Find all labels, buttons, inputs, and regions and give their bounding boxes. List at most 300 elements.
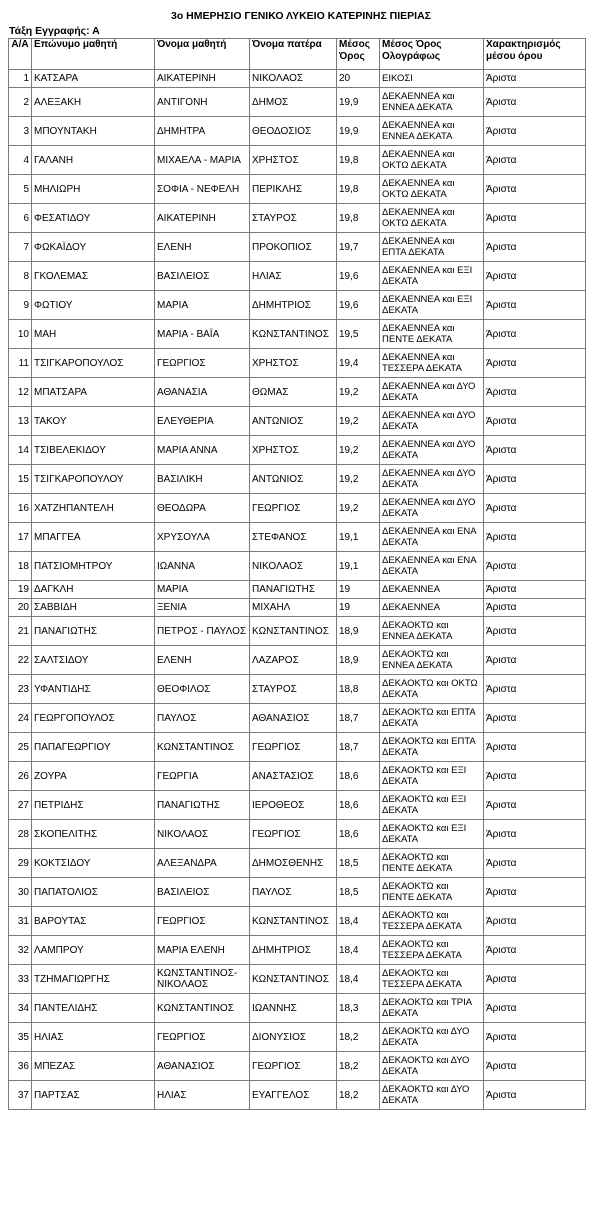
table-row [9, 117, 586, 146]
grade-characterization: Άριστα [484, 320, 586, 349]
grade-characterization: Άριστα [484, 146, 586, 175]
row-number: 16 [9, 494, 32, 523]
students-table [8, 38, 586, 1110]
average-grade: 19,7 [337, 233, 380, 262]
father-name: ΘΩΜΑΣ [250, 378, 337, 407]
father-name: ΠΡΟΚΟΠΙΟΣ [250, 233, 337, 262]
row-number: 36 [9, 1052, 32, 1081]
student-surname: ΠΕΤΡΙΔΗΣ [32, 791, 155, 820]
row-number: 21 [9, 617, 32, 646]
student-surname: ΠΑΠΑΓΕΩΡΓΙΟΥ [32, 733, 155, 762]
grade-characterization: Άριστα [484, 70, 586, 88]
table-row [9, 878, 586, 907]
row-number: 33 [9, 965, 32, 994]
row-number: 22 [9, 646, 32, 675]
table-row [9, 465, 586, 494]
table-row [9, 88, 586, 117]
student-surname: ΓΚΟΛΕΜΑΣ [32, 262, 155, 291]
student-first-name: ΠΑΝΑΓΙΩΤΗΣ [155, 791, 250, 820]
row-number: 3 [9, 117, 32, 146]
average-in-words: ΔΕΚΑΕΝΝΕΑ [380, 599, 484, 617]
grade-characterization: Άριστα [484, 907, 586, 936]
grade-characterization: Άριστα [484, 965, 586, 994]
table-row [9, 994, 586, 1023]
average-in-words: ΔΕΚΑΕΝΝΕΑ και ΟΚΤΩ ΔΕΚΑΤΑ [380, 175, 484, 204]
average-in-words: ΔΕΚΑΕΝΝΕΑ και ΕΞΙ ΔΕΚΑΤΑ [380, 291, 484, 320]
table-row [9, 494, 586, 523]
average-in-words: ΔΕΚΑΟΚΤΩ και ΔΥΟ ΔΕΚΑΤΑ [380, 1081, 484, 1110]
row-number: 2 [9, 88, 32, 117]
student-first-name: ΓΕΩΡΓΙΟΣ [155, 1023, 250, 1052]
student-surname: ΤΣΙΓΚΑΡΟΠΟΥΛΟΣ [32, 349, 155, 378]
row-number: 8 [9, 262, 32, 291]
grade-characterization: Άριστα [484, 552, 586, 581]
average-in-words: ΔΕΚΑΕΝΝΕΑ [380, 581, 484, 599]
father-name: ΑΝΤΩΝΙΟΣ [250, 465, 337, 494]
student-surname: ΜΠΑΓΓΕΑ [32, 523, 155, 552]
row-number: 9 [9, 291, 32, 320]
average-grade: 18,2 [337, 1081, 380, 1110]
student-first-name: ΧΡΥΣΟΥΛΑ [155, 523, 250, 552]
grade-characterization: Άριστα [484, 599, 586, 617]
row-number: 24 [9, 704, 32, 733]
student-first-name: ΜΙΧΑΕΛΑ - ΜΑΡΙΑ [155, 146, 250, 175]
average-grade: 19 [337, 599, 380, 617]
father-name: ΠΑΝΑΓΙΩΤΗΣ [250, 581, 337, 599]
column-header: Μέσος Όρος Ολογράφως [380, 39, 484, 70]
average-grade: 18,9 [337, 617, 380, 646]
student-first-name: ΠΑΥΛΟΣ [155, 704, 250, 733]
student-surname: ΠΑΡΤΣΑΣ [32, 1081, 155, 1110]
student-surname: ΔΑΓΚΛΗ [32, 581, 155, 599]
table-row [9, 965, 586, 994]
student-first-name: ΗΛΙΑΣ [155, 1081, 250, 1110]
row-number: 19 [9, 581, 32, 599]
table-row [9, 704, 586, 733]
grade-characterization: Άριστα [484, 204, 586, 233]
father-name: ΙΩΑΝΝΗΣ [250, 994, 337, 1023]
table-row [9, 320, 586, 349]
student-first-name: ΑΝΤΙΓΟΝΗ [155, 88, 250, 117]
student-surname: ΦΩΤΙΟΥ [32, 291, 155, 320]
grade-characterization: Άριστα [484, 994, 586, 1023]
father-name: ΚΩΝΣΤΑΝΤΙΝΟΣ [250, 907, 337, 936]
father-name: ΓΕΩΡΓΙΟΣ [250, 820, 337, 849]
row-number: 17 [9, 523, 32, 552]
average-grade: 18,4 [337, 965, 380, 994]
father-name: ΝΙΚΟΛΑΟΣ [250, 70, 337, 88]
student-surname: ΥΦΑΝΤΙΔΗΣ [32, 675, 155, 704]
average-grade: 18,7 [337, 704, 380, 733]
student-surname: ΖΟΥΡΑ [32, 762, 155, 791]
grade-characterization: Άριστα [484, 581, 586, 599]
grade-characterization: Άριστα [484, 791, 586, 820]
row-number: 26 [9, 762, 32, 791]
student-surname: ΑΛΕΞΑΚΗ [32, 88, 155, 117]
average-grade: 19,8 [337, 146, 380, 175]
average-grade: 19 [337, 581, 380, 599]
class-label: Τάξη Εγγραφής: Α [9, 25, 100, 37]
average-grade: 19,2 [337, 465, 380, 494]
father-name: ΚΩΝΣΤΑΝΤΙΝΟΣ [250, 965, 337, 994]
column-header: Α/Α [9, 39, 32, 70]
grade-characterization: Άριστα [484, 378, 586, 407]
grade-characterization: Άριστα [484, 233, 586, 262]
student-first-name: ΒΑΣΙΛΕΙΟΣ [155, 262, 250, 291]
student-surname: ΤΣΙΒΕΛΕΚΙΔΟΥ [32, 436, 155, 465]
average-grade: 18,7 [337, 733, 380, 762]
table-row [9, 349, 586, 378]
average-grade: 18,8 [337, 675, 380, 704]
father-name: ΣΤΕΦΑΝΟΣ [250, 523, 337, 552]
average-in-words: ΔΕΚΑΕΝΝΕΑ και ΠΕΝΤΕ ΔΕΚΑΤΑ [380, 320, 484, 349]
student-first-name: ΑΙΚΑΤΕΡΙΝΗ [155, 204, 250, 233]
row-number: 6 [9, 204, 32, 233]
father-name: ΚΩΝΣΤΑΝΤΙΝΟΣ [250, 320, 337, 349]
student-first-name: ΙΩΑΝΝΑ [155, 552, 250, 581]
table-row [9, 407, 586, 436]
father-name: ΔΙΟΝΥΣΙΟΣ [250, 1023, 337, 1052]
student-first-name: ΝΙΚΟΛΑΟΣ [155, 820, 250, 849]
student-first-name: ΚΩΝΣΤΑΝΤΙΝΟΣ-ΝΙΚΟΛΑΟΣ [155, 965, 250, 994]
student-first-name: ΜΑΡΙΑ [155, 581, 250, 599]
student-surname: ΤΑΚΟΥ [32, 407, 155, 436]
average-in-words: ΔΕΚΑΕΝΝΕΑ και ΟΚΤΩ ΔΕΚΑΤΑ [380, 204, 484, 233]
average-grade: 18,4 [337, 936, 380, 965]
student-first-name: ΘΕΟΔΩΡΑ [155, 494, 250, 523]
student-surname: ΤΖΗΜΑΓΙΩΡΓΗΣ [32, 965, 155, 994]
grade-characterization: Άριστα [484, 436, 586, 465]
row-number: 5 [9, 175, 32, 204]
student-surname: ΦΩΚΑΪΔΟΥ [32, 233, 155, 262]
table-body [9, 70, 586, 1110]
father-name: ΧΡΗΣΤΟΣ [250, 436, 337, 465]
grade-characterization: Άριστα [484, 349, 586, 378]
row-number: 13 [9, 407, 32, 436]
average-grade: 19,6 [337, 262, 380, 291]
table-row [9, 1081, 586, 1110]
grade-characterization: Άριστα [484, 617, 586, 646]
table-row [9, 436, 586, 465]
table-row [9, 675, 586, 704]
grade-characterization: Άριστα [484, 704, 586, 733]
row-number: 7 [9, 233, 32, 262]
father-name: ΓΕΩΡΓΙΟΣ [250, 494, 337, 523]
table-row [9, 146, 586, 175]
student-surname: ΤΣΙΓΚΑΡΟΠΟΥΛΟΥ [32, 465, 155, 494]
student-surname: ΠΑΝΤΕΛΙΔΗΣ [32, 994, 155, 1023]
average-grade: 18,5 [337, 878, 380, 907]
student-first-name: ΠΕΤΡΟΣ - ΠΑΥΛΟΣ [155, 617, 250, 646]
average-in-words: ΔΕΚΑΟΚΤΩ και ΕΞΙ ΔΕΚΑΤΑ [380, 762, 484, 791]
father-name: ΠΕΡΙΚΛΗΣ [250, 175, 337, 204]
average-in-words: ΔΕΚΑΟΚΤΩ και ΕΝΝΕΑ ΔΕΚΑΤΑ [380, 646, 484, 675]
average-in-words: ΔΕΚΑΟΚΤΩ και ΔΥΟ ΔΕΚΑΤΑ [380, 1023, 484, 1052]
table-row [9, 617, 586, 646]
student-surname: ΠΑΤΣΙΟΜΗΤΡΟΥ [32, 552, 155, 581]
father-name: ΧΡΗΣΤΟΣ [250, 349, 337, 378]
grade-characterization: Άριστα [484, 1081, 586, 1110]
grade-characterization: Άριστα [484, 88, 586, 117]
average-grade: 19,4 [337, 349, 380, 378]
average-grade: 18,5 [337, 849, 380, 878]
row-number: 32 [9, 936, 32, 965]
document-title: 3ο ΗΜΕΡΗΣΙΟ ΓΕΝΙΚΟ ΛΥΚΕΙΟ ΚΑΤΕΡΙΝΗΣ ΠΙΕΡΙΑΣ [171, 10, 431, 22]
father-name: ΚΩΝΣΤΑΝΤΙΝΟΣ [250, 617, 337, 646]
average-grade: 19,8 [337, 204, 380, 233]
average-in-words: ΔΕΚΑΟΚΤΩ και ΕΠΤΑ ΔΕΚΑΤΑ [380, 733, 484, 762]
student-first-name: ΓΕΩΡΓΙΟΣ [155, 349, 250, 378]
average-in-words: ΕΙΚΟΣΙ [380, 70, 484, 88]
grade-characterization: Άριστα [484, 675, 586, 704]
average-grade: 18,2 [337, 1052, 380, 1081]
grade-characterization: Άριστα [484, 262, 586, 291]
student-first-name: ΜΑΡΙΑ [155, 291, 250, 320]
student-first-name: ΒΑΣΙΛΙΚΗ [155, 465, 250, 494]
student-first-name: ΘΕΟΦΙΛΟΣ [155, 675, 250, 704]
average-grade: 18,6 [337, 762, 380, 791]
father-name: ΓΕΩΡΓΙΟΣ [250, 733, 337, 762]
student-surname: ΜΠΕΖΑΣ [32, 1052, 155, 1081]
table-row [9, 552, 586, 581]
average-grade: 18,4 [337, 907, 380, 936]
average-grade: 18,6 [337, 791, 380, 820]
student-first-name: ΑΙΚΑΤΕΡΙΝΗ [155, 70, 250, 88]
average-in-words: ΔΕΚΑΟΚΤΩ και ΤΕΣΣΕΡΑ ΔΕΚΑΤΑ [380, 965, 484, 994]
column-header: Επώνυμο μαθητή [32, 39, 155, 70]
row-number: 31 [9, 907, 32, 936]
row-number: 23 [9, 675, 32, 704]
student-surname: ΣΚΟΠΕΛΙΤΗΣ [32, 820, 155, 849]
student-first-name: ΜΑΡΙΑ ΑΝΝΑ [155, 436, 250, 465]
father-name: ΔΗΜΟΣ [250, 88, 337, 117]
average-in-words: ΔΕΚΑΕΝΝΕΑ και ΔΥΟ ΔΕΚΑΤΑ [380, 378, 484, 407]
row-number: 1 [9, 70, 32, 88]
grade-characterization: Άριστα [484, 407, 586, 436]
grade-characterization: Άριστα [484, 291, 586, 320]
student-surname: ΠΑΝΑΓΙΩΤΗΣ [32, 617, 155, 646]
table-row [9, 1052, 586, 1081]
average-in-words: ΔΕΚΑΕΝΝΕΑ και ΕΝΑ ΔΕΚΑΤΑ [380, 523, 484, 552]
table-row [9, 762, 586, 791]
row-number: 15 [9, 465, 32, 494]
student-surname: ΚΑΤΣΑΡΑ [32, 70, 155, 88]
column-header: Μέσος Όρος [337, 39, 380, 70]
average-in-words: ΔΕΚΑΟΚΤΩ και ΕΞΙ ΔΕΚΑΤΑ [380, 791, 484, 820]
average-in-words: ΔΕΚΑΕΝΝΕΑ και ΕΝΝΕΑ ΔΕΚΑΤΑ [380, 117, 484, 146]
row-number: 30 [9, 878, 32, 907]
row-number: 12 [9, 378, 32, 407]
average-grade: 18,3 [337, 994, 380, 1023]
average-in-words: ΔΕΚΑΕΝΝΕΑ και ΔΥΟ ΔΕΚΑΤΑ [380, 494, 484, 523]
father-name: ΣΤΑΥΡΟΣ [250, 675, 337, 704]
average-grade: 18,2 [337, 1023, 380, 1052]
average-grade: 19,2 [337, 407, 380, 436]
father-name: ΓΕΩΡΓΙΟΣ [250, 1052, 337, 1081]
father-name: ΔΗΜΗΤΡΙΟΣ [250, 936, 337, 965]
average-grade: 19,1 [337, 523, 380, 552]
student-first-name: ΒΑΣΙΛΕΙΟΣ [155, 878, 250, 907]
grade-characterization: Άριστα [484, 849, 586, 878]
student-first-name: ΑΘΑΝΑΣΙΑ [155, 378, 250, 407]
grade-characterization: Άριστα [484, 936, 586, 965]
average-in-words: ΔΕΚΑΟΚΤΩ και ΤΡΙΑ ΔΕΚΑΤΑ [380, 994, 484, 1023]
average-in-words: ΔΕΚΑΕΝΝΕΑ και ΟΚΤΩ ΔΕΚΑΤΑ [380, 146, 484, 175]
average-grade: 19,2 [337, 378, 380, 407]
student-first-name: ΕΛΕΥΘΕΡΙΑ [155, 407, 250, 436]
student-first-name: ΜΑΡΙΑ ΕΛΕΝΗ [155, 936, 250, 965]
father-name: ΧΡΗΣΤΟΣ [250, 146, 337, 175]
average-grade: 18,9 [337, 646, 380, 675]
table-row [9, 849, 586, 878]
table-row [9, 581, 586, 599]
average-grade: 19,2 [337, 494, 380, 523]
grade-characterization: Άριστα [484, 117, 586, 146]
father-name: ΑΝΑΣΤΑΣΙΟΣ [250, 762, 337, 791]
father-name: ΠΑΥΛΟΣ [250, 878, 337, 907]
student-first-name: ΞΕΝΙΑ [155, 599, 250, 617]
row-number: 10 [9, 320, 32, 349]
average-in-words: ΔΕΚΑΟΚΤΩ και ΤΕΣΣΕΡΑ ΔΕΚΑΤΑ [380, 907, 484, 936]
table-row [9, 907, 586, 936]
father-name: ΔΗΜΗΤΡΙΟΣ [250, 291, 337, 320]
average-in-words: ΔΕΚΑΟΚΤΩ και ΕΞΙ ΔΕΚΑΤΑ [380, 820, 484, 849]
father-name: ΝΙΚΟΛΑΟΣ [250, 552, 337, 581]
average-grade: 18,6 [337, 820, 380, 849]
column-header: Χαρακτηρισμός μέσου όρου [484, 39, 586, 70]
average-in-words: ΔΕΚΑΕΝΝΕΑ και ΕΝΑ ΔΕΚΑΤΑ [380, 552, 484, 581]
student-surname: ΛΑΜΠΡΟΥ [32, 936, 155, 965]
student-first-name: ΓΕΩΡΓΙΑ [155, 762, 250, 791]
table-row [9, 204, 586, 233]
table-row [9, 936, 586, 965]
average-grade: 19,9 [337, 117, 380, 146]
grade-characterization: Άριστα [484, 820, 586, 849]
table-row [9, 378, 586, 407]
average-grade: 20 [337, 70, 380, 88]
student-first-name: ΓΕΩΡΓΙΟΣ [155, 907, 250, 936]
student-surname: ΜΠΟΥΝΤΑΚΗ [32, 117, 155, 146]
student-surname: ΜΗΛΙΩΡΗ [32, 175, 155, 204]
grade-characterization: Άριστα [484, 175, 586, 204]
average-grade: 19,5 [337, 320, 380, 349]
table-row [9, 646, 586, 675]
average-grade: 19,6 [337, 291, 380, 320]
average-in-words: ΔΕΚΑΟΚΤΩ και ΤΕΣΣΕΡΑ ΔΕΚΑΤΑ [380, 936, 484, 965]
grade-characterization: Άριστα [484, 762, 586, 791]
average-in-words: ΔΕΚΑΕΝΝΕΑ και ΔΥΟ ΔΕΚΑΤΑ [380, 407, 484, 436]
row-number: 4 [9, 146, 32, 175]
average-grade: 19,2 [337, 436, 380, 465]
student-surname: ΜΠΑΤΣΑΡΑ [32, 378, 155, 407]
table-row [9, 733, 586, 762]
average-in-words: ΔΕΚΑΕΝΝΕΑ και ΔΥΟ ΔΕΚΑΤΑ [380, 465, 484, 494]
student-surname: ΧΑΤΖΗΠΑΝΤΕΛΗ [32, 494, 155, 523]
grade-characterization: Άριστα [484, 646, 586, 675]
row-number: 11 [9, 349, 32, 378]
row-number: 27 [9, 791, 32, 820]
row-number: 37 [9, 1081, 32, 1110]
row-number: 35 [9, 1023, 32, 1052]
father-name: ΕΥΑΓΓΕΛΟΣ [250, 1081, 337, 1110]
table-row [9, 599, 586, 617]
student-surname: ΣΑΒΒΙΔΗ [32, 599, 155, 617]
grade-characterization: Άριστα [484, 1023, 586, 1052]
average-in-words: ΔΕΚΑΕΝΝΕΑ και ΕΞΙ ΔΕΚΑΤΑ [380, 262, 484, 291]
average-grade: 19,9 [337, 88, 380, 117]
father-name: ΜΙΧΑΗΛ [250, 599, 337, 617]
average-grade: 19,8 [337, 175, 380, 204]
table-row [9, 233, 586, 262]
father-name: ΛΑΖΑΡΟΣ [250, 646, 337, 675]
grade-characterization: Άριστα [484, 523, 586, 552]
average-grade: 19,1 [337, 552, 380, 581]
grade-characterization: Άριστα [484, 1052, 586, 1081]
grade-characterization: Άριστα [484, 733, 586, 762]
row-number: 29 [9, 849, 32, 878]
student-surname: ΜΑΗ [32, 320, 155, 349]
grade-characterization: Άριστα [484, 494, 586, 523]
student-first-name: ΔΗΜΗΤΡΑ [155, 117, 250, 146]
average-in-words: ΔΕΚΑΕΝΝΕΑ και ΤΕΣΣΕΡΑ ΔΕΚΑΤΑ [380, 349, 484, 378]
table-row [9, 820, 586, 849]
table-row [9, 791, 586, 820]
student-first-name: ΑΘΑΝΑΣΙΟΣ [155, 1052, 250, 1081]
column-header: Όνομα πατέρα [250, 39, 337, 70]
table-row [9, 291, 586, 320]
average-in-words: ΔΕΚΑΕΝΝΕΑ και ΕΝΝΕΑ ΔΕΚΑΤΑ [380, 88, 484, 117]
student-first-name: ΕΛΕΝΗ [155, 233, 250, 262]
father-name: ΙΕΡΟΘΕΟΣ [250, 791, 337, 820]
row-number: 28 [9, 820, 32, 849]
row-number: 18 [9, 552, 32, 581]
table-row [9, 1023, 586, 1052]
column-header: Όνομα μαθητή [155, 39, 250, 70]
student-surname: ΚΟΚΤΣΙΔΟΥ [32, 849, 155, 878]
father-name: ΔΗΜΟΣΘΕΝΗΣ [250, 849, 337, 878]
father-name: ΣΤΑΥΡΟΣ [250, 204, 337, 233]
table-row [9, 523, 586, 552]
student-surname: ΓΑΛΑΝΗ [32, 146, 155, 175]
table-row [9, 175, 586, 204]
student-first-name: ΚΩΝΣΤΑΝΤΙΝΟΣ [155, 733, 250, 762]
father-name: ΑΝΤΩΝΙΟΣ [250, 407, 337, 436]
student-surname: ΣΑΛΤΣΙΔΟΥ [32, 646, 155, 675]
row-number: 20 [9, 599, 32, 617]
average-in-words: ΔΕΚΑΟΚΤΩ και ΔΥΟ ΔΕΚΑΤΑ [380, 1052, 484, 1081]
table-header-row [9, 39, 586, 70]
father-name: ΑΘΑΝΑΣΙΟΣ [250, 704, 337, 733]
average-in-words: ΔΕΚΑΟΚΤΩ και ΕΠΤΑ ΔΕΚΑΤΑ [380, 704, 484, 733]
father-name: ΘΕΟΔΟΣΙΟΣ [250, 117, 337, 146]
student-surname: ΗΛΙΑΣ [32, 1023, 155, 1052]
father-name: ΗΛΙΑΣ [250, 262, 337, 291]
row-number: 34 [9, 994, 32, 1023]
grade-characterization: Άριστα [484, 878, 586, 907]
average-in-words: ΔΕΚΑΟΚΤΩ και ΠΕΝΤΕ ΔΕΚΑΤΑ [380, 878, 484, 907]
student-first-name: ΚΩΝΣΤΑΝΤΙΝΟΣ [155, 994, 250, 1023]
student-first-name: ΣΟΦΙΑ - ΝΕΦΕΛΗ [155, 175, 250, 204]
average-in-words: ΔΕΚΑΕΝΝΕΑ και ΔΥΟ ΔΕΚΑΤΑ [380, 436, 484, 465]
student-first-name: ΕΛΕΝΗ [155, 646, 250, 675]
average-in-words: ΔΕΚΑΟΚΤΩ και ΟΚΤΩ ΔΕΚΑΤΑ [380, 675, 484, 704]
grade-characterization: Άριστα [484, 465, 586, 494]
row-number: 14 [9, 436, 32, 465]
student-surname: ΒΑΡΟΥΤΑΣ [32, 907, 155, 936]
average-in-words: ΔΕΚΑΟΚΤΩ και ΠΕΝΤΕ ΔΕΚΑΤΑ [380, 849, 484, 878]
table-row [9, 70, 586, 88]
average-in-words: ΔΕΚΑΕΝΝΕΑ και ΕΠΤΑ ΔΕΚΑΤΑ [380, 233, 484, 262]
